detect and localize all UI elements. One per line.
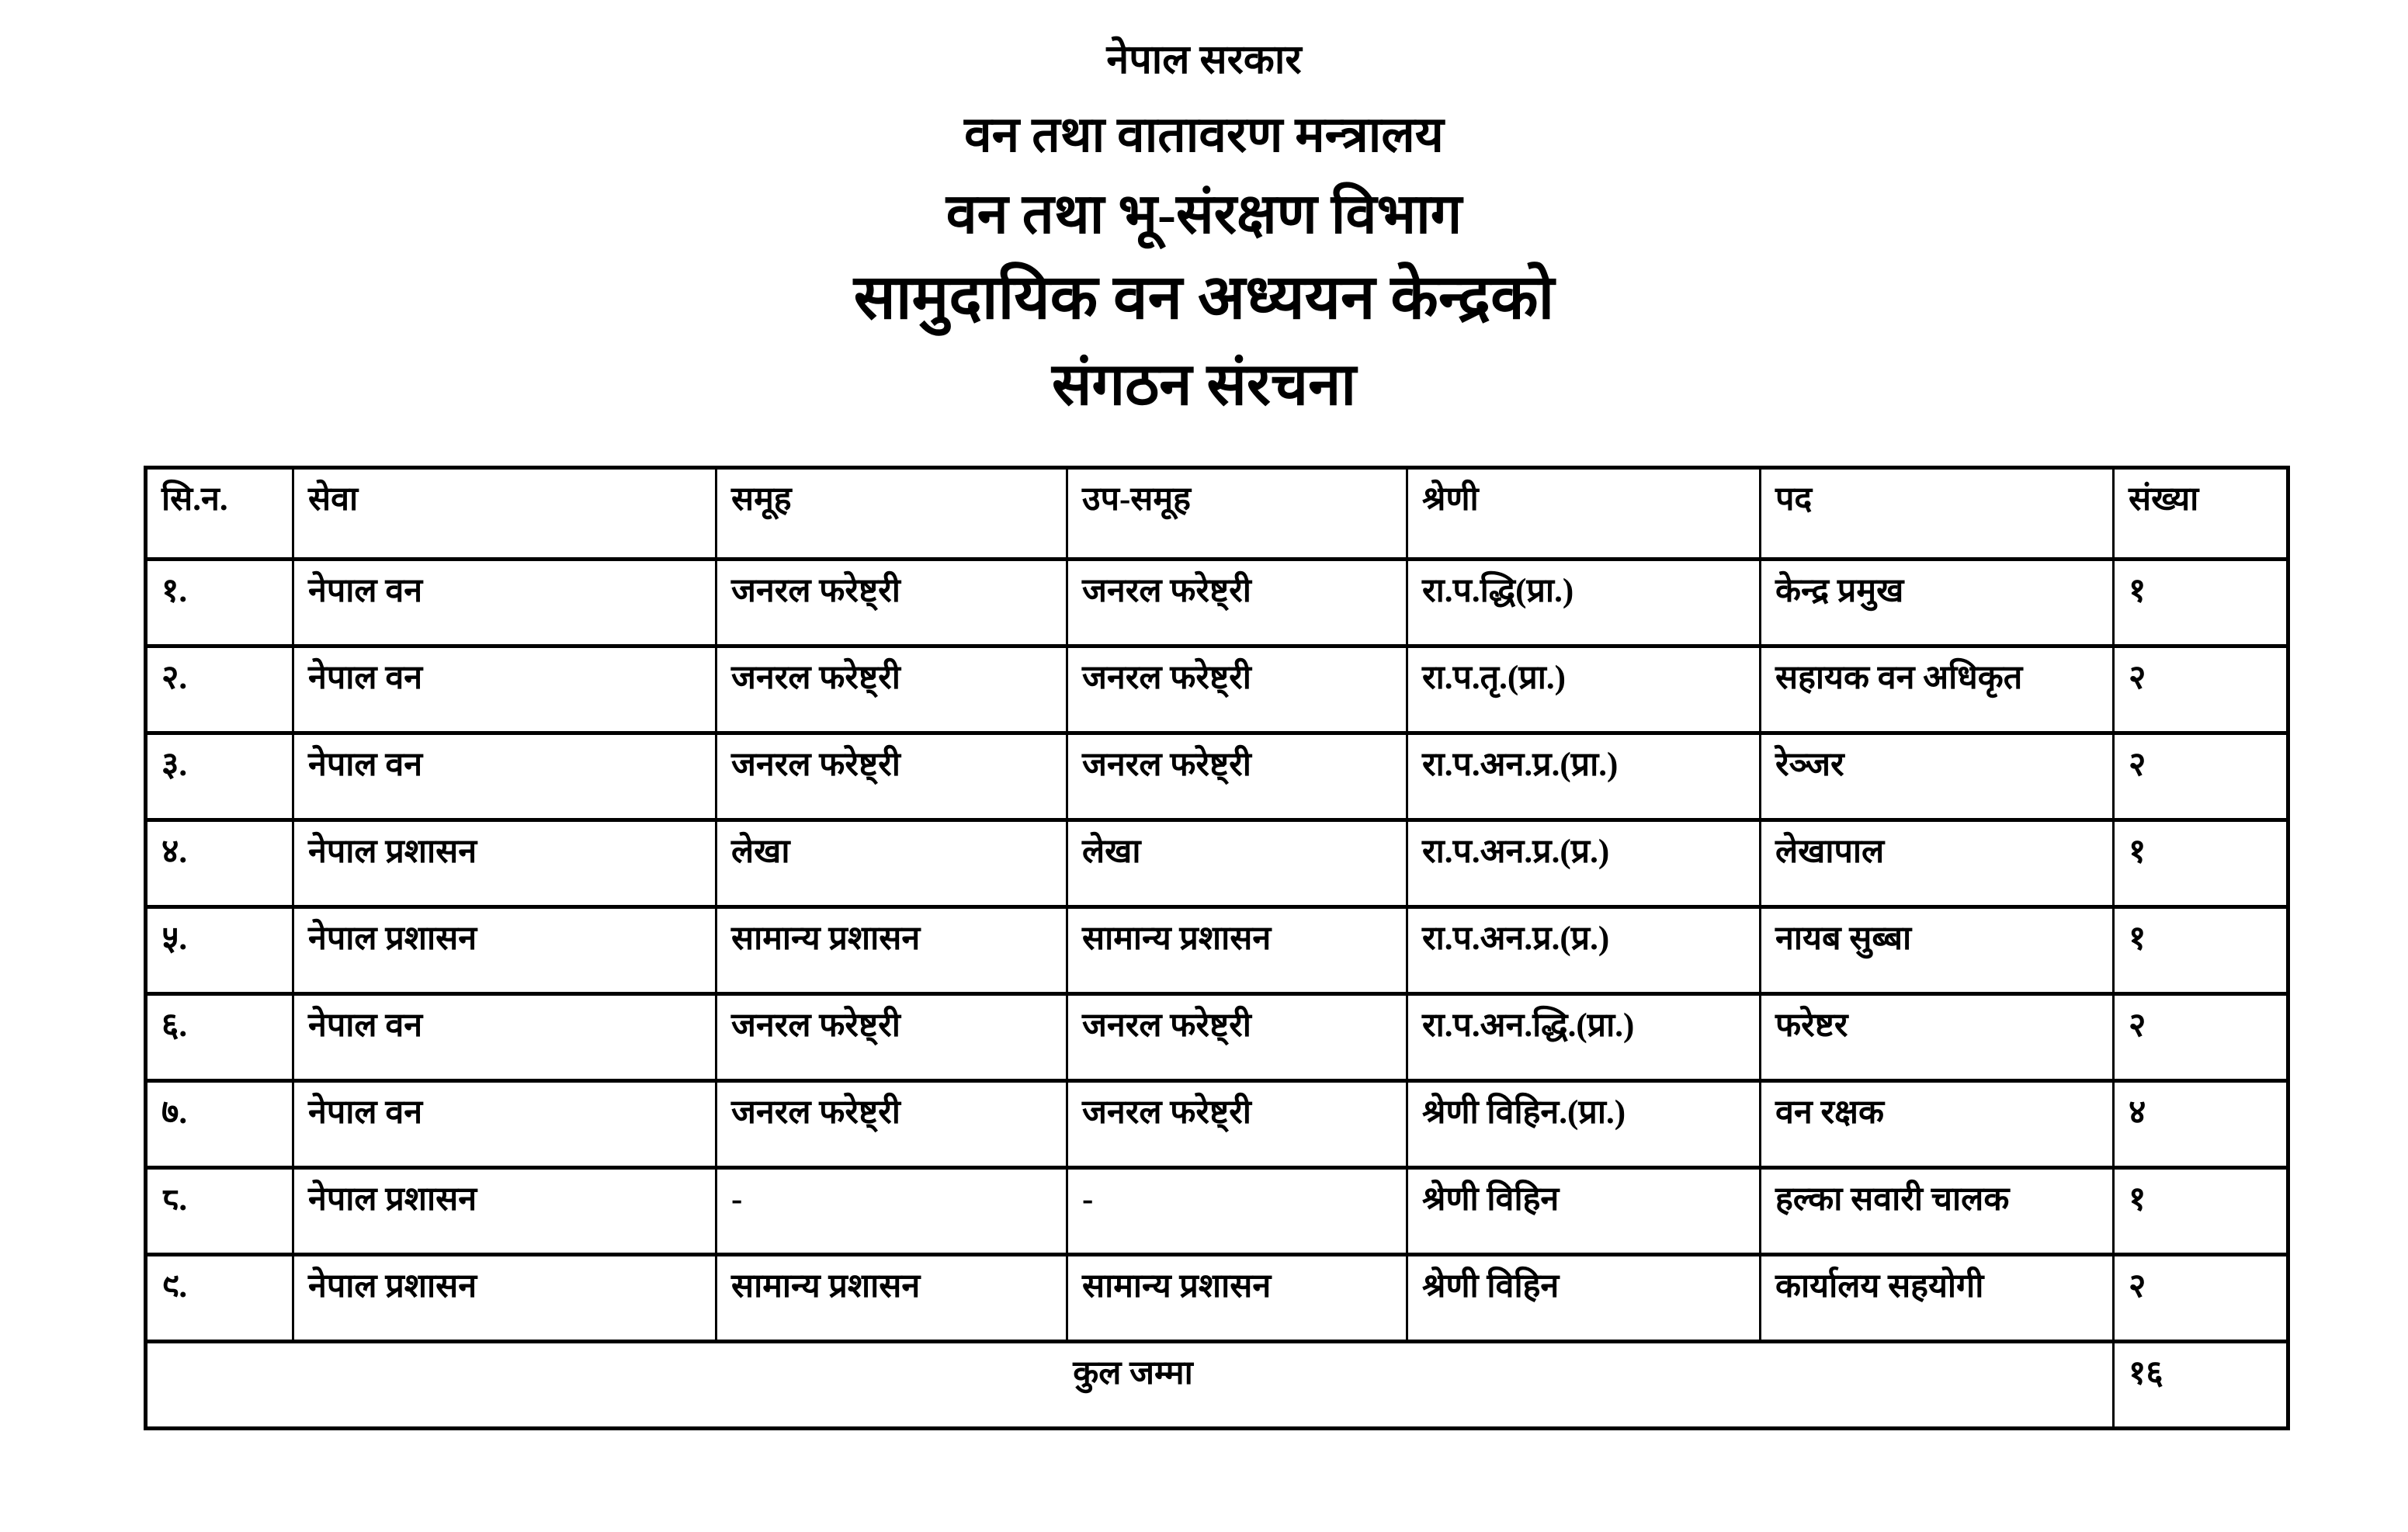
cell-service: नेपाल वन <box>293 733 717 820</box>
cell-subgroup: जनरल फरेष्ट्री <box>1067 560 1407 646</box>
column-header-service: सेवा <box>293 468 717 560</box>
cell-class: रा.प.अन.प्र.(प्र.) <box>1407 820 1761 907</box>
title-center: सामुदायिक वन अध्ययन केन्द्रको <box>853 264 1555 332</box>
cell-class: श्रेणी विहिन.(प्रा.) <box>1407 1081 1761 1168</box>
column-header-count: संख्या <box>2114 468 2288 560</box>
cell-position: हल्का सवारी चालक <box>1761 1168 2114 1255</box>
cell-group: जनरल फरेष्ट्री <box>717 646 1067 733</box>
cell-sn: ४. <box>146 820 293 907</box>
table-row <box>146 820 2288 907</box>
column-header-class: श्रेणी <box>1407 468 1761 560</box>
cell-service: नेपाल वन <box>293 994 717 1081</box>
cell-count: २ <box>2114 733 2288 820</box>
cell-position: वन रक्षक <box>1761 1081 2114 1168</box>
cell-group: लेखा <box>717 820 1067 907</box>
cell-subgroup: जनरल फरेष्ट्री <box>1067 733 1407 820</box>
cell-count: २ <box>2114 994 2288 1081</box>
title-structure: संगठन संरचना <box>1051 352 1357 418</box>
table-header <box>146 468 2288 560</box>
cell-sn: ३. <box>146 733 293 820</box>
cell-count: १ <box>2114 1168 2288 1255</box>
total-count: १६ <box>2114 1342 2288 1429</box>
cell-class: रा.प.द्धि(प्रा.) <box>1407 560 1761 646</box>
cell-sn: ८. <box>146 1168 293 1255</box>
cell-service: नेपाल प्रशासन <box>293 907 717 994</box>
table-row <box>146 994 2288 1081</box>
cell-class: रा.प.अन.प्र.(प्रा.) <box>1407 733 1761 820</box>
cell-position: नायब सुब्बा <box>1761 907 2114 994</box>
cell-position: लेखापाल <box>1761 820 2114 907</box>
cell-group: जनरल फरेष्ट्री <box>717 994 1067 1081</box>
cell-count: २ <box>2114 646 2288 733</box>
cell-sn: ६. <box>146 994 293 1081</box>
cell-subgroup: जनरल फरेष्ट्री <box>1067 1081 1407 1168</box>
cell-subgroup: लेखा <box>1067 820 1407 907</box>
cell-class: श्रेणी विहिन <box>1407 1168 1761 1255</box>
cell-service: नेपाल प्रशासन <box>293 1168 717 1255</box>
cell-service: नेपाल वन <box>293 646 717 733</box>
cell-group: जनरल फरेष्ट्री <box>717 733 1067 820</box>
cell-sn: ९. <box>146 1255 293 1342</box>
cell-subgroup: सामान्य प्रशासन <box>1067 1255 1407 1342</box>
cell-class: रा.प.अन.द्धि.(प्रा.) <box>1407 994 1761 1081</box>
table-row <box>146 646 2288 733</box>
table-row <box>146 733 2288 820</box>
table-header-row <box>146 468 2288 560</box>
cell-class: रा.प.अन.प्र.(प्र.) <box>1407 907 1761 994</box>
cell-position: सहायक वन अधिकृत <box>1761 646 2114 733</box>
column-header-group: समूह <box>717 468 1067 560</box>
cell-count: २ <box>2114 1255 2288 1342</box>
table-body <box>146 560 2288 1429</box>
title-department: वन तथा भू-संरक्षण विभाग <box>946 183 1462 245</box>
cell-count: १ <box>2114 907 2288 994</box>
cell-position: केन्द्र प्रमुख <box>1761 560 2114 646</box>
cell-sn: ७. <box>146 1081 293 1168</box>
cell-service: नेपाल वन <box>293 1081 717 1168</box>
cell-sn: ५. <box>146 907 293 994</box>
cell-group: सामान्य प्रशासन <box>717 907 1067 994</box>
cell-count: ४ <box>2114 1081 2288 1168</box>
cell-sn: १. <box>146 560 293 646</box>
title-ministry: वन तथा वातावरण मन्त्रालय <box>964 107 1444 162</box>
column-header-sn: सि.न. <box>146 468 293 560</box>
document-title-block <box>0 38 2408 418</box>
table-row <box>146 1168 2288 1255</box>
table-row <box>146 1255 2288 1342</box>
cell-group: जनरल फरेष्ट्री <box>717 560 1067 646</box>
cell-count: १ <box>2114 820 2288 907</box>
cell-class: रा.प.तृ.(प्रा.) <box>1407 646 1761 733</box>
cell-service: नेपाल प्रशासन <box>293 820 717 907</box>
cell-group: जनरल फरेष्ट्री <box>717 1081 1067 1168</box>
cell-class: श्रेणी विहिन <box>1407 1255 1761 1342</box>
total-label: कुल जम्मा <box>146 1342 2114 1429</box>
cell-position: रेञ्जर <box>1761 733 2114 820</box>
cell-group: - <box>717 1168 1067 1255</box>
cell-subgroup: जनरल फरेष्ट्री <box>1067 994 1407 1081</box>
cell-group: सामान्य प्रशासन <box>717 1255 1067 1342</box>
title-government: नेपाल सरकार <box>1106 38 1302 82</box>
table-total-row <box>146 1342 2288 1429</box>
cell-service: नेपाल वन <box>293 560 717 646</box>
column-header-position: पद <box>1761 468 2114 560</box>
column-header-subgroup: उप-समूह <box>1067 468 1407 560</box>
cell-sn: २. <box>146 646 293 733</box>
cell-position: कार्यालय सहयोगी <box>1761 1255 2114 1342</box>
cell-service: नेपाल प्रशासन <box>293 1255 717 1342</box>
cell-subgroup: सामान्य प्रशासन <box>1067 907 1407 994</box>
organization-structure-table <box>144 466 2290 1430</box>
cell-subgroup: जनरल फरेष्ट्री <box>1067 646 1407 733</box>
cell-position: फरेष्टर <box>1761 994 2114 1081</box>
table-row <box>146 907 2288 994</box>
cell-subgroup: - <box>1067 1168 1407 1255</box>
cell-count: १ <box>2114 560 2288 646</box>
table-row <box>146 560 2288 646</box>
table-row <box>146 1081 2288 1168</box>
